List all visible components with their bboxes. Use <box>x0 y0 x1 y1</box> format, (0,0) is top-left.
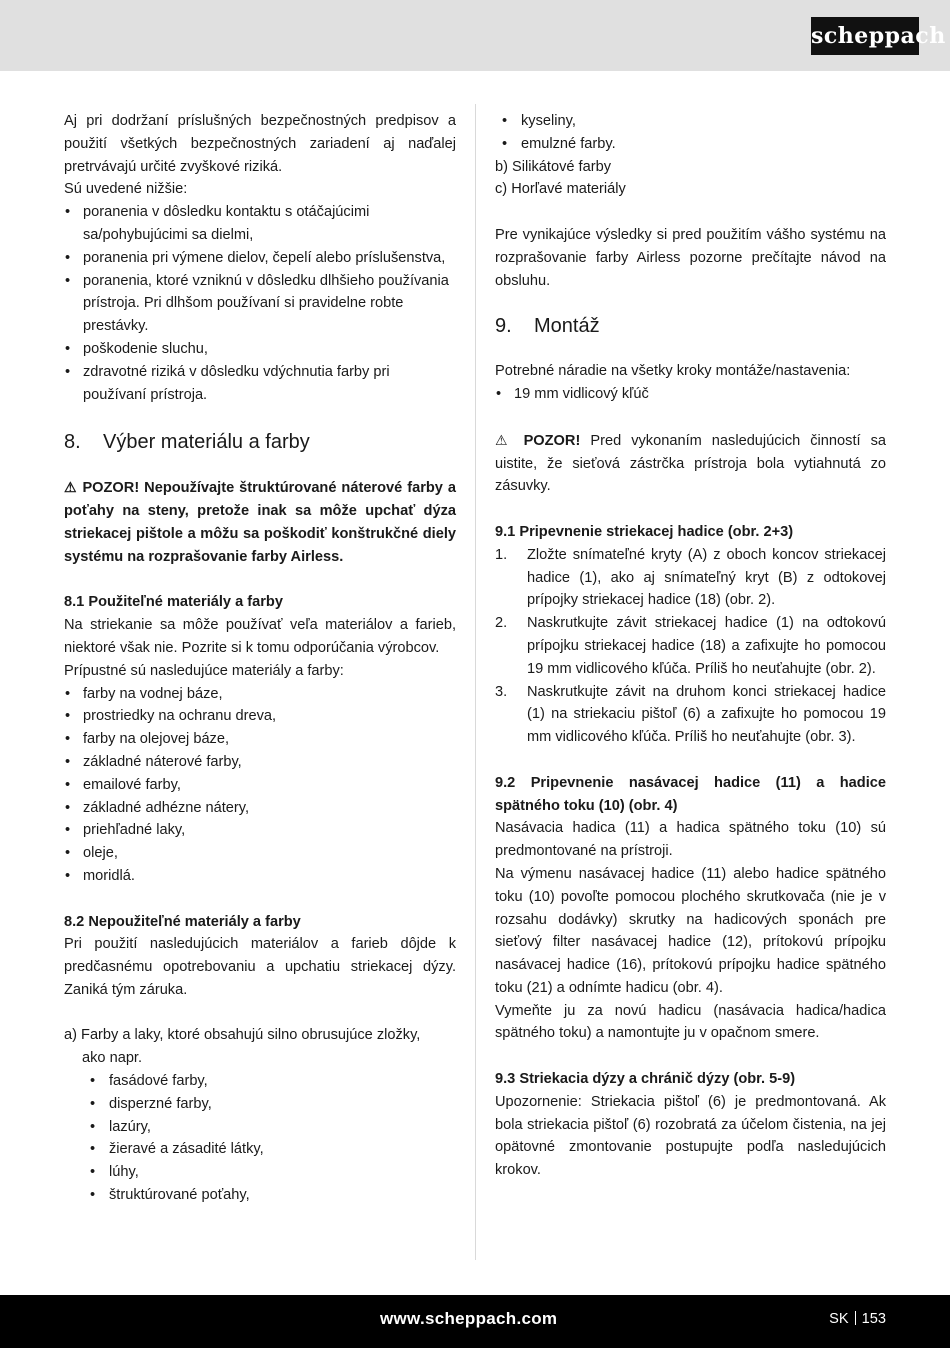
section-9-2-heading: 9.2 Pripevnenie nasávacej hadice (11) a hadice spätného toku (10) (obr. 4) <box>495 774 886 814</box>
list-item <box>495 681 886 749</box>
list-item: • žieravé a zásadité látky, <box>64 1138 456 1161</box>
warning-label: POZOR! <box>82 480 140 497</box>
page-footer <box>0 1295 950 1348</box>
list-item <box>495 544 886 612</box>
paragraph: Vymeňte ju za novú hadicu (nasávacia hadica/hadica spätného toku) a namontujte ju v opačnom smere. <box>495 1002 886 1042</box>
section-8-heading <box>64 428 456 456</box>
paragraph: Pri použití nasledujúcich materiálov a farieb dôjde k predčasnému opotrebovaniu a upchatiu striekacej dýzy. Zaniká tým záruka. <box>64 936 456 998</box>
list-item: • poškodenie sluchu, <box>64 338 456 361</box>
website-link[interactable]: www.scheppach.com <box>380 1309 558 1328</box>
list-item: • štruktúrované poťahy, <box>64 1184 456 1207</box>
list-item: • základné adhézne nátery, <box>64 797 456 820</box>
separator <box>855 1311 856 1325</box>
list-item: • priehľadné laky, <box>64 819 456 842</box>
warning-paragraph <box>64 476 456 568</box>
risks-list <box>64 201 456 406</box>
section-title: Výber materiálu a farby <box>103 431 310 454</box>
paragraph: Na výmenu nasávacej hadice (11) alebo hadice spätného toku (10) povoľte pomocou plochého skrutkovača (nie je v rozsahu dodávky) skrutky na hadicových sponách pre sieťový filter nasávacej hadice (12), prítokovú prípojku nasávacej hadice (16), prítokovú prípojku hadice spätného toku (21) a odnímte hadicu (obr. 4). <box>495 865 886 996</box>
right-column <box>495 110 886 1182</box>
section-9-1-heading: 9.1 Pripevnenie striekacej hadice (obr. 2+3) <box>495 523 794 540</box>
list-item: • lúhy, <box>64 1161 456 1184</box>
scheppach-logo: scheppach <box>811 17 919 55</box>
step-text: Naskrutkujte závit na druhom konci striekacej hadice (1) na striekaciu pištoľ (6) a zafixujte ho pomocou 19 mm vidlicového kľúča. Príliš ho neuťahujte (obr. 3). <box>527 683 886 746</box>
unusable-materials-list <box>64 1070 456 1207</box>
step-text: Naskrutkujte závit striekacej hadice (1) na odtokovú prípojku striekacej hadice (18) a zafixujte ho pomocou 19 mm vidlicového kľúča. Príliš ho neuťahujte (obr. 2). <box>527 615 886 677</box>
paragraph: Nasávacia hadica (11) a hadica spätného toku (10) sú predmontované na prístroji. <box>495 820 886 860</box>
section-number: 9. <box>495 315 512 338</box>
intro-paragraph: Aj pri dodržaní príslušných bezpečnostných predpisov a použití všetkých bezpečnostných zariadení aj naďalej pretrvávajú určité zvyškové riziká. <box>64 113 456 175</box>
list-item: • poranenia v dôsledku kontaktu s otáčajúcimi sa/pohybujúcimi sa dielmi, <box>64 201 456 247</box>
usable-materials-list <box>64 683 456 888</box>
list-item: • emulzné farby. <box>476 133 886 156</box>
section-9-heading <box>495 312 886 340</box>
list-item: • poranenia pri výmene dielov, čepelí alebo príslušenstva, <box>64 247 456 270</box>
tools-list <box>495 383 886 406</box>
list-item: • fasádové farby, <box>64 1070 456 1093</box>
paragraph: Na striekanie sa môže používať veľa materiálov a farieb, niektoré však nie. Pozrite si k tomu odporúčania výrobcov. <box>64 617 456 656</box>
paragraph: Upozornenie: Striekacia pištoľ (6) je predmontovaná. Ak bola striekacia pištoľ (6) rozobratá za účelom čistenia, na jej opätovné zmontovanie postupujte podľa nasledujúcich krokov. <box>495 1093 886 1179</box>
warning-icon: ⚠ <box>64 479 78 496</box>
list-item: • zdravotné riziká v dôsledku vdýchnutia farby pri používaní prístroja. <box>64 361 456 407</box>
step-number: 2. <box>495 615 508 632</box>
step-text: Zložte snímateľné kryty (A) z oboch koncov striekacej hadice (1), ako aj snímateľný kryt (B) z odtokovej prípojky striekacej hadice (18) (obr. 2). <box>527 546 886 609</box>
section-8-2-heading: 8.2 Nepoužiteľné materiály a farby <box>64 913 301 930</box>
paragraph: Potrebné náradie na všetky kroky montáže/nastavenia: <box>495 363 851 380</box>
section-8-1-heading: 8.1 Použiteľné materiály a farby <box>64 594 283 611</box>
warning-label: POZOR! <box>523 432 581 449</box>
step-number: 3. <box>495 683 508 700</box>
paragraph: Prípustné sú nasledujúce materiály a farby: <box>64 662 344 679</box>
list-item: • emailové farby, <box>64 774 456 797</box>
list-item: • oleje, <box>64 842 456 865</box>
left-column <box>64 110 456 1207</box>
paragraph: ako napr. <box>82 1050 143 1067</box>
paragraph: c) Horľavé materiály <box>495 181 626 198</box>
paragraph: Pre vynikajúce výsledky si pred použitím vášho systému na rozprašovanie farby Airless pozorne prečítajte návod na obsluhu. <box>495 226 886 289</box>
warning-paragraph <box>495 429 886 498</box>
warning-icon: ⚠ <box>495 431 514 448</box>
list-item: • farby na olejovej báze, <box>64 728 456 751</box>
section-9-3-heading: 9.3 Striekacia dýzy a chránič dýzy (obr. 5-9) <box>495 1071 796 1088</box>
column-divider <box>475 104 476 1260</box>
page-number: 153 <box>861 1311 886 1327</box>
list-item: • moridlá. <box>64 865 456 888</box>
warning-text: Pred vykonaním nasledujúcich činností sa uistite, že sieťová zástrčka prístroja bola vytiahnutá zo zásuvky. <box>495 432 886 495</box>
list-item: • farby na vodnej báze, <box>64 683 456 706</box>
section-title: Montáž <box>534 315 600 338</box>
intro-paragraph-2: Sú uvedené nižšie: <box>64 181 188 198</box>
list-item: • prostriedky na ochranu dreva, <box>64 705 456 728</box>
list-item: • 19 mm vidlicový kľúč <box>495 383 886 406</box>
section-number: 8. <box>64 431 81 454</box>
page-info <box>829 1311 886 1327</box>
paragraph: b) Silikátové farby <box>495 158 611 175</box>
paragraph: a) Farby a laky, ktoré obsahujú silno obrusujúce zložky, <box>64 1027 421 1044</box>
list-item: • základné náterové farby, <box>64 751 456 774</box>
unusable-materials-list-continued <box>476 110 886 156</box>
list-item <box>495 612 886 680</box>
warning-text: Nepoužívajte štruktúrované náterové farby a poťahy na steny, pretože inak sa môže upchať dýza striekacej pištole a môžu sa poškodiť konštrukčné diely systému na rozprašovanie farby Airless. <box>64 480 456 565</box>
language-code: SK <box>829 1311 849 1327</box>
step-number: 1. <box>495 546 508 563</box>
list-item: • poranenia, ktoré vzniknú v dôsledku dlhšieho používania prístroja. Pri dlhšom používaní si pravidelne robte prestávky. <box>64 270 456 338</box>
list-item: • kyseliny, <box>476 110 886 133</box>
page-header <box>0 0 950 71</box>
list-item: • disperzné farby, <box>64 1093 456 1116</box>
list-item: • lazúry, <box>64 1116 456 1139</box>
steps-list <box>495 544 886 749</box>
